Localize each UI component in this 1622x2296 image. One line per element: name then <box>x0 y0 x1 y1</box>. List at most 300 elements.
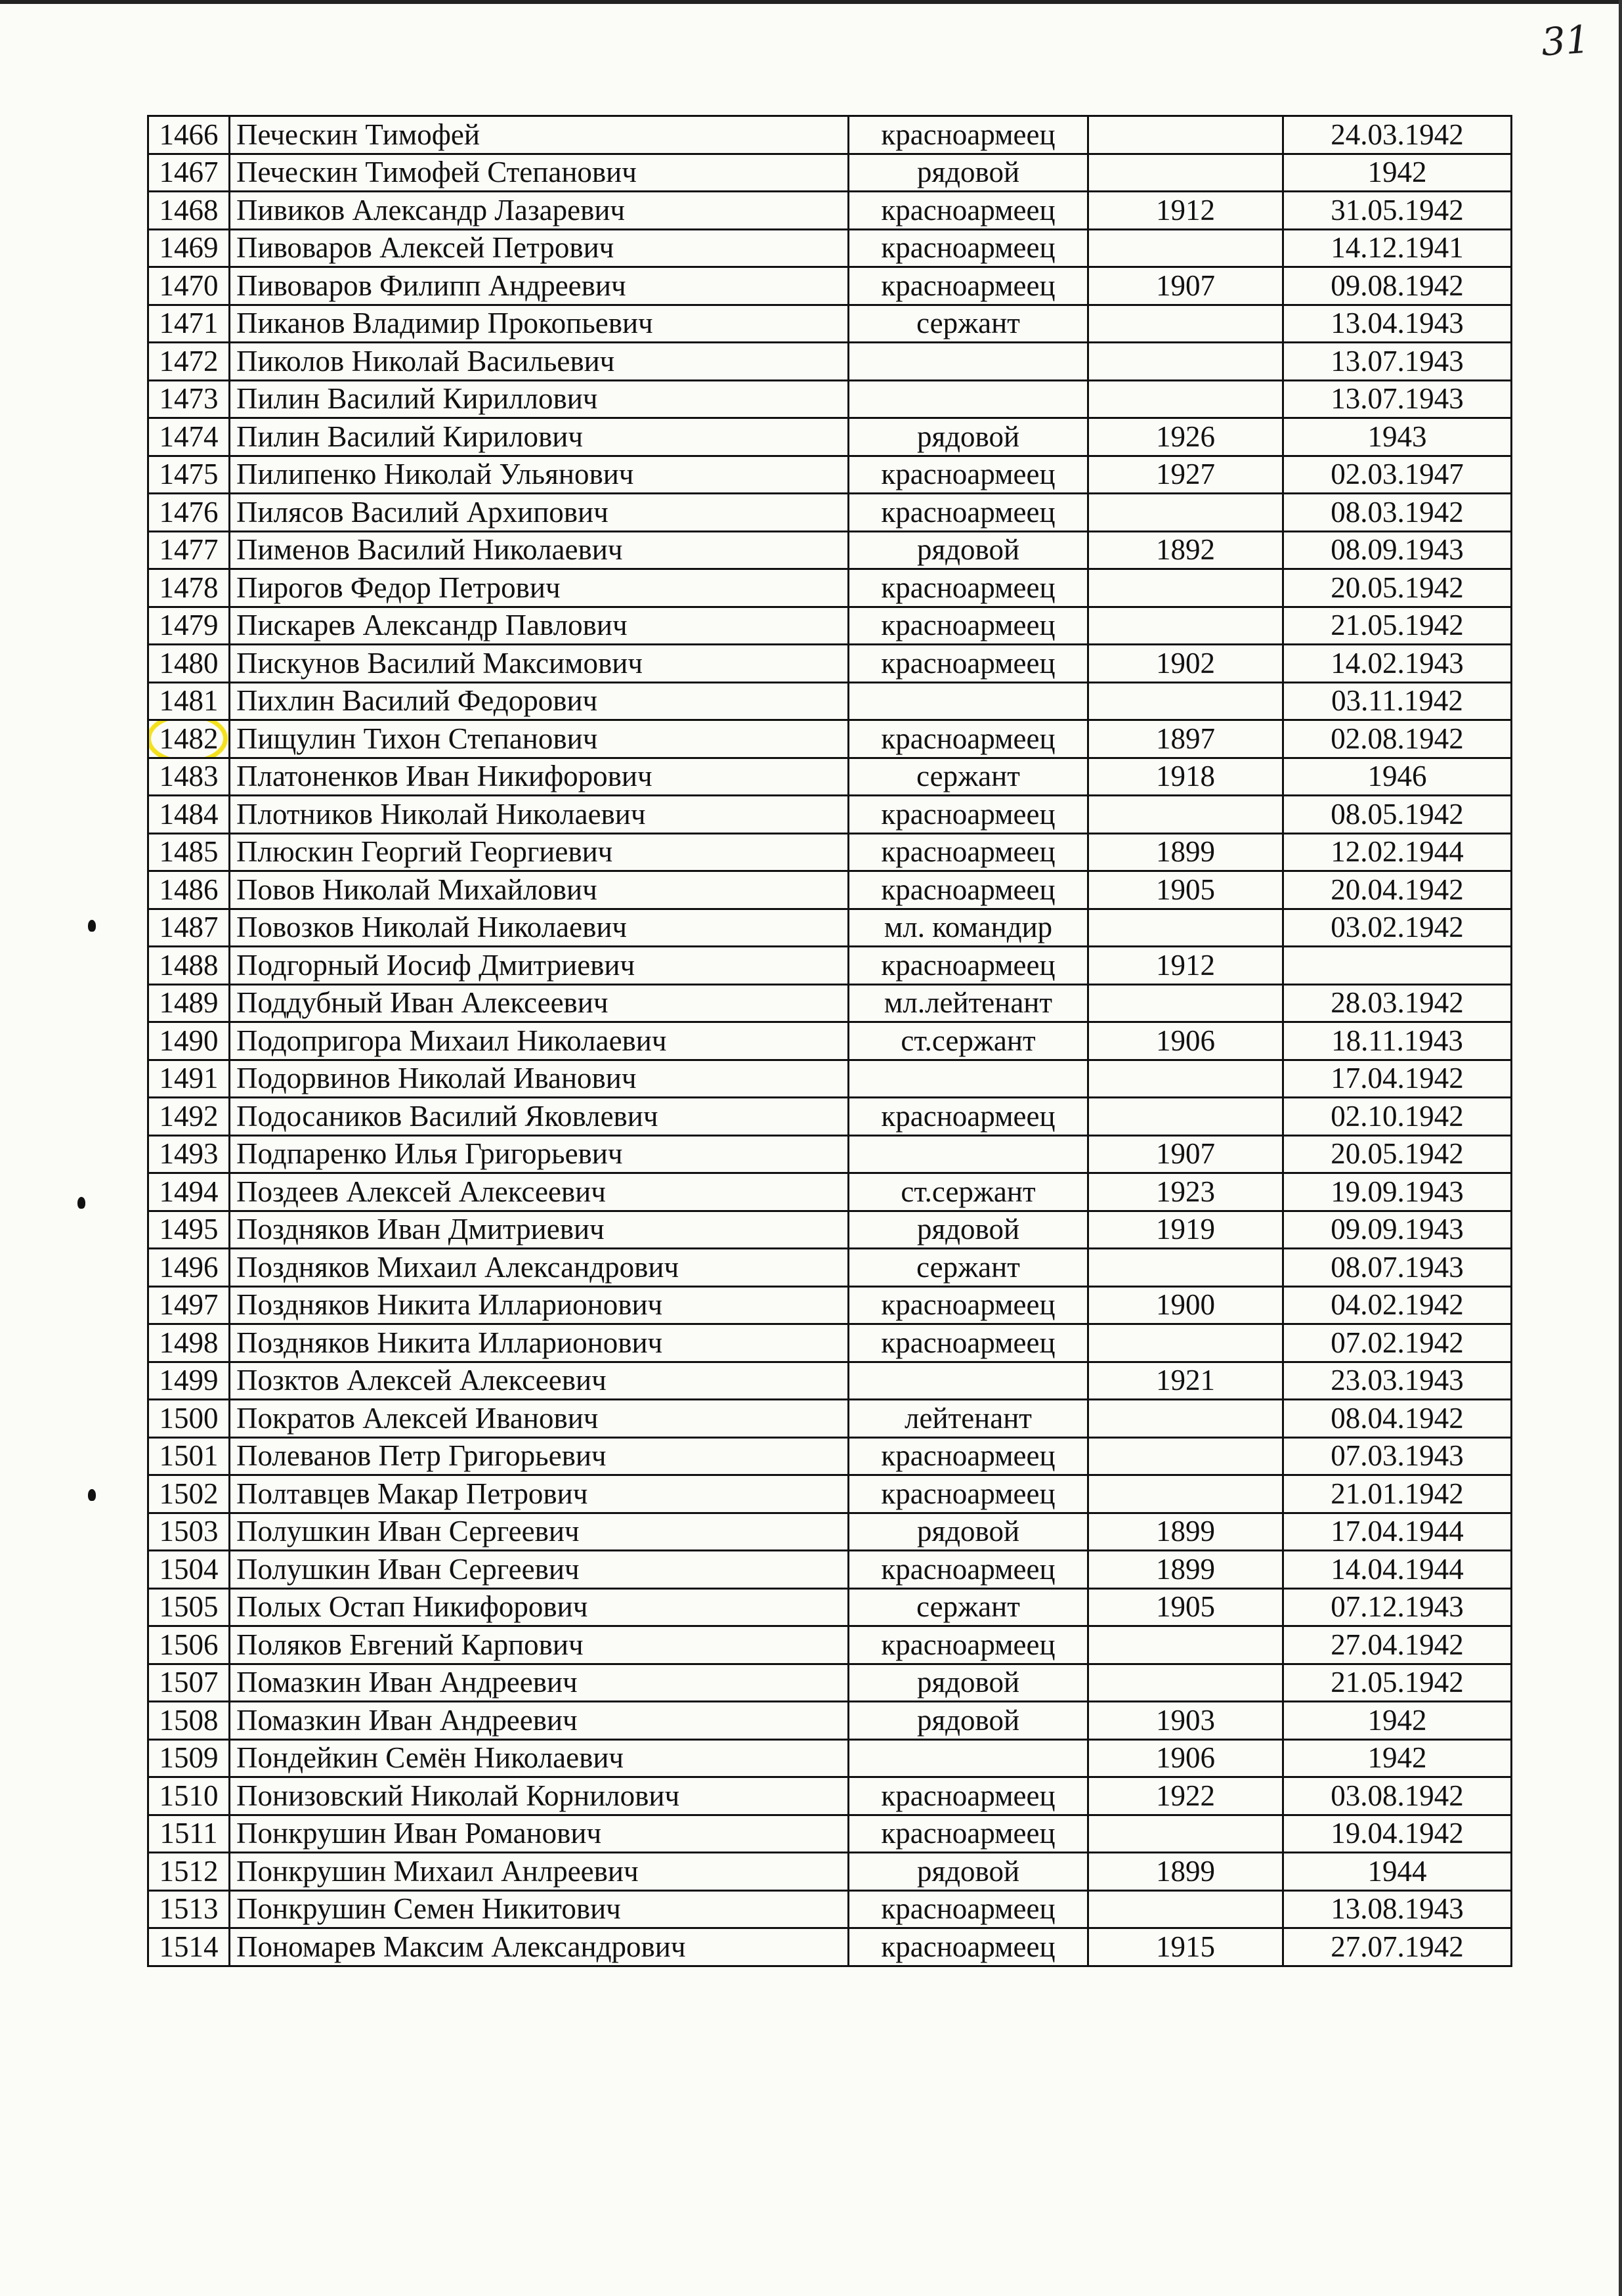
full-name-cell <box>230 1060 849 1098</box>
rank-cell <box>849 569 1088 607</box>
record-number-cell <box>148 380 230 418</box>
rank-cell <box>849 947 1088 985</box>
record-number-text: 1474 <box>159 420 219 453</box>
full-name-text: Пивоваров Алексей Петрович <box>236 231 614 265</box>
full-name-cell <box>230 1626 849 1664</box>
date-cell <box>1283 116 1512 154</box>
date-cell <box>1283 1815 1512 1853</box>
rank-cell <box>849 833 1088 871</box>
birth-year-text: 1906 <box>1156 1741 1215 1775</box>
date-text: 1946 <box>1367 760 1427 793</box>
date-cell <box>1283 1249 1512 1287</box>
register-body <box>148 116 1512 1966</box>
rank-cell <box>849 1551 1088 1589</box>
record-number-cell <box>148 1513 230 1551</box>
birth-year-cell <box>1088 1928 1283 1966</box>
rank-text: красноармеец <box>881 1779 1056 1812</box>
rank-text: ст.сержант <box>901 1024 1036 1057</box>
table-row <box>148 796 1512 834</box>
rank-text: красноармеец <box>881 948 1056 982</box>
rank-text: красноармеец <box>881 1477 1056 1510</box>
record-number-text: 1510 <box>159 1779 219 1812</box>
full-name-cell <box>230 682 849 720</box>
birth-year-cell <box>1088 343 1283 381</box>
table-row <box>148 1739 1512 1777</box>
rank-text: красноармеец <box>881 797 1056 831</box>
date-text: 07.12.1943 <box>1331 1590 1464 1624</box>
record-number-cell <box>148 645 230 683</box>
birth-year-cell <box>1088 305 1283 343</box>
rank-text: красноармеец <box>881 231 1056 265</box>
record-number-text: 1514 <box>159 1930 219 1963</box>
rank-text: красноармеец <box>881 118 1056 151</box>
record-number-cell <box>148 267 230 305</box>
record-number-text: 1472 <box>159 344 219 378</box>
full-name-text: Пондейкин Семён Николаевич <box>236 1741 624 1775</box>
date-cell <box>1283 418 1512 456</box>
table-row <box>148 1853 1512 1891</box>
rank-text: красноармеец <box>881 646 1056 680</box>
rank-cell <box>849 380 1088 418</box>
record-number-text: 1495 <box>159 1213 219 1246</box>
birth-year-text: 1899 <box>1156 835 1215 869</box>
record-number-cell <box>148 1588 230 1626</box>
date-text: 03.08.1942 <box>1331 1779 1464 1812</box>
date-text: 21.01.1942 <box>1331 1477 1464 1510</box>
date-text: 23.03.1943 <box>1331 1364 1464 1397</box>
birth-year-text: 1906 <box>1156 1024 1215 1057</box>
rank-cell <box>849 1853 1088 1891</box>
rank-cell <box>849 1324 1088 1362</box>
table-row <box>148 494 1512 532</box>
full-name-cell <box>230 1475 849 1513</box>
rank-text: красноармеец <box>881 609 1056 642</box>
record-number-cell <box>148 1135 230 1173</box>
full-name-cell <box>230 1173 849 1211</box>
full-name-cell <box>230 1437 849 1475</box>
birth-year-cell <box>1088 1513 1283 1551</box>
full-name-cell <box>230 380 849 418</box>
record-number-cell <box>148 1928 230 1966</box>
birth-year-text: 1915 <box>1156 1930 1215 1963</box>
date-text: 13.07.1943 <box>1331 382 1464 416</box>
table-row <box>148 1286 1512 1324</box>
full-name-cell <box>230 1664 849 1702</box>
full-name-text: Повозков Николай Николаевич <box>236 911 628 944</box>
birth-year-cell <box>1088 1249 1283 1287</box>
date-cell <box>1283 1135 1512 1173</box>
birth-year-cell <box>1088 192 1283 230</box>
date-text: 20.05.1942 <box>1331 571 1464 604</box>
record-number-text: 1468 <box>159 193 219 227</box>
rank-cell <box>849 871 1088 909</box>
rank-cell <box>849 531 1088 569</box>
full-name-text: Помазкин Иван Андреевич <box>236 1666 578 1699</box>
full-name-cell <box>230 1551 849 1589</box>
full-name-cell <box>230 531 849 569</box>
record-number-text: 1493 <box>159 1137 219 1171</box>
record-number-cell <box>148 871 230 909</box>
punch-hole-mark <box>88 1489 96 1501</box>
rank-cell <box>849 796 1088 834</box>
rank-cell <box>849 1815 1088 1853</box>
full-name-cell <box>230 984 849 1022</box>
date-cell <box>1283 1362 1512 1400</box>
full-name-text: Пилин Василий Кирилович <box>236 420 583 453</box>
record-number-cell <box>148 1437 230 1475</box>
full-name-text: Пискунов Василий Максимович <box>236 646 643 680</box>
full-name-text: Пискарев Александр Павлович <box>236 609 628 642</box>
birth-year-text: 1905 <box>1156 873 1215 906</box>
birth-year-text: 1897 <box>1156 722 1215 755</box>
birth-year-cell <box>1088 607 1283 645</box>
full-name-text: Пихлин Василий Федорович <box>236 684 598 718</box>
date-text: 24.03.1942 <box>1331 118 1464 151</box>
full-name-cell <box>230 267 849 305</box>
birth-year-cell <box>1088 1551 1283 1589</box>
rank-cell <box>849 1626 1088 1664</box>
date-text: 04.02.1942 <box>1331 1288 1464 1322</box>
record-number-text: 1502 <box>159 1477 219 1510</box>
date-cell <box>1283 305 1512 343</box>
rank-cell <box>849 1437 1088 1475</box>
full-name-cell <box>230 796 849 834</box>
table-row <box>148 720 1512 758</box>
page-number: 31 <box>1539 16 1592 65</box>
date-text: 1944 <box>1367 1854 1427 1888</box>
record-number-cell <box>148 909 230 947</box>
full-name-text: Пономарев Максим Александрович <box>236 1930 686 1963</box>
date-cell <box>1283 1437 1512 1475</box>
date-cell <box>1283 1060 1512 1098</box>
record-number-text: 1490 <box>159 1024 219 1057</box>
record-number-text: 1469 <box>159 231 219 265</box>
rank-cell <box>849 1890 1088 1928</box>
table-row <box>148 607 1512 645</box>
full-name-cell <box>230 456 849 494</box>
table-row <box>148 229 1512 267</box>
record-number-text: 1512 <box>159 1854 219 1888</box>
scan-edge-top <box>0 0 1622 4</box>
rank-cell <box>849 1060 1088 1098</box>
record-number-cell <box>148 305 230 343</box>
full-name-text: Поляков Евгений Карпович <box>236 1628 584 1661</box>
record-number-cell <box>148 1324 230 1362</box>
birth-year-cell <box>1088 796 1283 834</box>
record-number-cell <box>148 1853 230 1891</box>
date-cell <box>1283 267 1512 305</box>
rank-text: красноармеец <box>881 1326 1056 1359</box>
birth-year-cell <box>1088 833 1283 871</box>
rank-text: сержант <box>916 1590 1020 1624</box>
date-cell <box>1283 758 1512 796</box>
full-name-cell <box>230 1286 849 1324</box>
record-number-text: 1503 <box>159 1515 219 1548</box>
date-cell <box>1283 1513 1512 1551</box>
table-row <box>148 1664 1512 1702</box>
rank-text: красноармеец <box>881 193 1056 227</box>
birth-year-cell <box>1088 1853 1283 1891</box>
date-text: 08.03.1942 <box>1331 495 1464 529</box>
record-number-text: 1487 <box>159 911 219 944</box>
table-row <box>148 154 1512 192</box>
full-name-text: Понкрушин Михаил Анлреевич <box>236 1854 639 1888</box>
table-row <box>148 116 1512 154</box>
date-text: 17.04.1944 <box>1331 1515 1464 1548</box>
date-cell <box>1283 1702 1512 1740</box>
full-name-text: Полушкин Иван Сергеевич <box>236 1515 580 1548</box>
birth-year-cell <box>1088 1173 1283 1211</box>
full-name-cell <box>230 305 849 343</box>
date-text: 02.03.1947 <box>1331 458 1464 491</box>
rank-cell <box>849 758 1088 796</box>
birth-year-cell <box>1088 947 1283 985</box>
date-text: 08.07.1943 <box>1331 1250 1464 1284</box>
record-number-text: 1481 <box>159 684 219 718</box>
record-number-text: 1507 <box>159 1666 219 1699</box>
table-row <box>148 984 1512 1022</box>
record-number-text: 1498 <box>159 1326 219 1359</box>
full-name-text: Печескин Тимофей <box>236 118 480 151</box>
birth-year-cell <box>1088 116 1283 154</box>
date-cell <box>1283 1626 1512 1664</box>
full-name-text: Платоненков Иван Никифорович <box>236 760 652 793</box>
date-cell <box>1283 796 1512 834</box>
record-number-text: 1492 <box>159 1099 219 1133</box>
record-number-cell <box>148 456 230 494</box>
table-row <box>148 343 1512 381</box>
record-number-text: 1508 <box>159 1703 219 1737</box>
record-number-cell <box>148 1626 230 1664</box>
rank-text: сержант <box>916 760 1020 793</box>
full-name-cell <box>230 1211 849 1249</box>
record-number-text: 1484 <box>159 797 219 831</box>
date-text: 03.11.1942 <box>1331 684 1463 718</box>
table-row <box>148 871 1512 909</box>
full-name-text: Поздняков Иван Дмитриевич <box>236 1213 605 1246</box>
birth-year-cell <box>1088 1664 1283 1702</box>
date-text: 14.04.1944 <box>1331 1552 1464 1586</box>
full-name-text: Поздняков Михаил Александрович <box>236 1250 679 1284</box>
birth-year-cell <box>1088 1400 1283 1438</box>
date-cell <box>1283 871 1512 909</box>
record-number-cell <box>148 1022 230 1060</box>
birth-year-cell <box>1088 1211 1283 1249</box>
full-name-cell <box>230 494 849 532</box>
birth-year-cell <box>1088 871 1283 909</box>
date-cell <box>1283 1890 1512 1928</box>
record-number-text: 1479 <box>159 609 219 642</box>
full-name-text: Полых Остап Никифорович <box>236 1590 588 1624</box>
full-name-text: Пилин Василий Кириллович <box>236 382 598 416</box>
full-name-text: Поздняков Никита Илларионович <box>236 1288 663 1322</box>
rank-cell <box>849 267 1088 305</box>
birth-year-text: 1921 <box>1156 1364 1215 1397</box>
record-number-text: 1509 <box>159 1741 219 1775</box>
date-text: 31.05.1942 <box>1331 193 1464 227</box>
full-name-text: Помазкин Иван Андреевич <box>236 1703 578 1737</box>
rank-text: рядовой <box>916 1703 1020 1737</box>
date-cell <box>1283 1173 1512 1211</box>
full-name-text: Подосаников Василий Яковлевич <box>236 1099 658 1133</box>
date-text: 20.04.1942 <box>1331 873 1464 906</box>
record-number-cell <box>148 720 230 758</box>
birth-year-text: 1922 <box>1156 1779 1215 1812</box>
full-name-text: Пищулин Тихон Степанович <box>236 722 598 755</box>
date-cell <box>1283 1928 1512 1966</box>
record-number-text: 1511 <box>160 1817 218 1850</box>
date-cell <box>1283 494 1512 532</box>
birth-year-cell <box>1088 154 1283 192</box>
record-number-cell <box>148 1890 230 1928</box>
full-name-text: Позктов Алексей Алексеевич <box>236 1364 607 1397</box>
record-number-text: 1471 <box>159 307 219 340</box>
rank-cell <box>849 229 1088 267</box>
full-name-cell <box>230 758 849 796</box>
birth-year-cell <box>1088 531 1283 569</box>
full-name-cell <box>230 1890 849 1928</box>
full-name-text: Пиколов Николай Васильевич <box>236 344 615 378</box>
table-row <box>148 1815 1512 1853</box>
rank-cell <box>849 1022 1088 1060</box>
birth-year-cell <box>1088 456 1283 494</box>
rank-cell <box>849 1739 1088 1777</box>
date-text: 14.12.1941 <box>1331 231 1464 265</box>
birth-year-cell <box>1088 1739 1283 1777</box>
record-number-cell <box>148 154 230 192</box>
record-number-text: 1499 <box>159 1364 219 1397</box>
birth-year-text: 1899 <box>1156 1854 1215 1888</box>
birth-year-text: 1912 <box>1156 193 1215 227</box>
table-row <box>148 1702 1512 1740</box>
rank-text: ст.сержант <box>901 1175 1036 1208</box>
rank-cell <box>849 418 1088 456</box>
record-number-cell <box>148 1815 230 1853</box>
date-cell <box>1283 531 1512 569</box>
full-name-text: Полтавцев Макар Петрович <box>236 1477 588 1510</box>
full-name-text: Пивоваров Филипп Андреевич <box>236 269 626 302</box>
record-number-text: 1483 <box>159 760 219 793</box>
date-text: 21.05.1942 <box>1331 1666 1464 1699</box>
record-number-cell <box>148 1702 230 1740</box>
rank-cell <box>849 1362 1088 1400</box>
record-number-cell <box>148 607 230 645</box>
date-cell <box>1283 984 1512 1022</box>
birth-year-cell <box>1088 1475 1283 1513</box>
date-text: 08.05.1942 <box>1331 797 1464 831</box>
full-name-text: Пократов Алексей Иванович <box>236 1401 599 1435</box>
date-text: 02.08.1942 <box>1331 722 1464 755</box>
date-text: 13.04.1943 <box>1331 307 1464 340</box>
full-name-cell <box>230 909 849 947</box>
table-row <box>148 1475 1512 1513</box>
record-number-text: 1500 <box>159 1401 219 1435</box>
full-name-cell <box>230 154 849 192</box>
rank-cell <box>849 1777 1088 1815</box>
full-name-text: Пивиков Александр Лазаревич <box>236 193 626 227</box>
record-number-text: 1466 <box>159 118 219 151</box>
full-name-text: Подопригора Михаил Николаевич <box>236 1024 667 1057</box>
birth-year-cell <box>1088 1702 1283 1740</box>
date-text: 12.02.1944 <box>1331 835 1464 869</box>
date-cell <box>1283 1853 1512 1891</box>
full-name-cell <box>230 1702 849 1740</box>
date-cell <box>1283 1211 1512 1249</box>
birth-year-text: 1900 <box>1156 1288 1215 1322</box>
record-number-text: 1473 <box>159 382 219 416</box>
rank-text: красноармеец <box>881 495 1056 529</box>
table-row <box>148 1211 1512 1249</box>
full-name-cell <box>230 833 849 871</box>
table-row <box>148 1513 1512 1551</box>
rank-cell <box>849 1664 1088 1702</box>
birth-year-cell <box>1088 1626 1283 1664</box>
rank-cell <box>849 343 1088 381</box>
birth-year-cell <box>1088 1022 1283 1060</box>
record-number-text: 1475 <box>159 458 219 491</box>
table-row <box>148 531 1512 569</box>
date-cell <box>1283 1022 1512 1060</box>
full-name-text: Плюскин Георгий Георгиевич <box>236 835 613 869</box>
birth-year-cell <box>1088 494 1283 532</box>
date-text: 02.10.1942 <box>1331 1099 1464 1133</box>
full-name-text: Повов Николай Михайлович <box>236 873 597 906</box>
record-number-cell <box>148 1739 230 1777</box>
date-cell <box>1283 1400 1512 1438</box>
birth-year-cell <box>1088 1588 1283 1626</box>
date-cell <box>1283 343 1512 381</box>
date-text: 03.02.1942 <box>1331 911 1464 944</box>
birth-year-cell <box>1088 418 1283 456</box>
full-name-text: Пирогов Федор Петрович <box>236 571 561 604</box>
record-number-cell <box>148 192 230 230</box>
full-name-cell <box>230 418 849 456</box>
full-name-cell <box>230 343 849 381</box>
date-text: 13.08.1943 <box>1331 1892 1464 1926</box>
rank-cell <box>849 192 1088 230</box>
full-name-cell <box>230 1098 849 1136</box>
date-text: 07.03.1943 <box>1331 1439 1464 1473</box>
full-name-cell <box>230 1928 849 1966</box>
date-cell <box>1283 1475 1512 1513</box>
date-cell <box>1283 154 1512 192</box>
rank-text: красноармеец <box>881 1552 1056 1586</box>
full-name-text: Полушкин Иван Сергеевич <box>236 1552 580 1586</box>
full-name-text: Пилясов Василий Архипович <box>236 495 608 529</box>
full-name-cell <box>230 1135 849 1173</box>
birth-year-cell <box>1088 1060 1283 1098</box>
table-row <box>148 1173 1512 1211</box>
rank-cell <box>849 645 1088 683</box>
table-row <box>148 833 1512 871</box>
birth-year-text: 1907 <box>1156 1137 1215 1171</box>
table-row <box>148 1626 1512 1664</box>
rank-cell <box>849 1475 1088 1513</box>
date-text: 13.07.1943 <box>1331 344 1464 378</box>
birth-year-text: 1899 <box>1156 1515 1215 1548</box>
record-number-text: 1497 <box>159 1288 219 1322</box>
date-cell <box>1283 720 1512 758</box>
rank-cell <box>849 720 1088 758</box>
rank-cell <box>849 1400 1088 1438</box>
table-row <box>148 1098 1512 1136</box>
rank-text: красноармеец <box>881 1099 1056 1133</box>
scan-edge-right <box>1619 0 1622 2296</box>
full-name-text: Подпаренко Илья Григорьевич <box>236 1137 623 1171</box>
full-name-text: Пилипенко Николай Ульянович <box>236 458 634 491</box>
record-number-text: 1513 <box>159 1892 219 1926</box>
full-name-cell <box>230 1400 849 1438</box>
